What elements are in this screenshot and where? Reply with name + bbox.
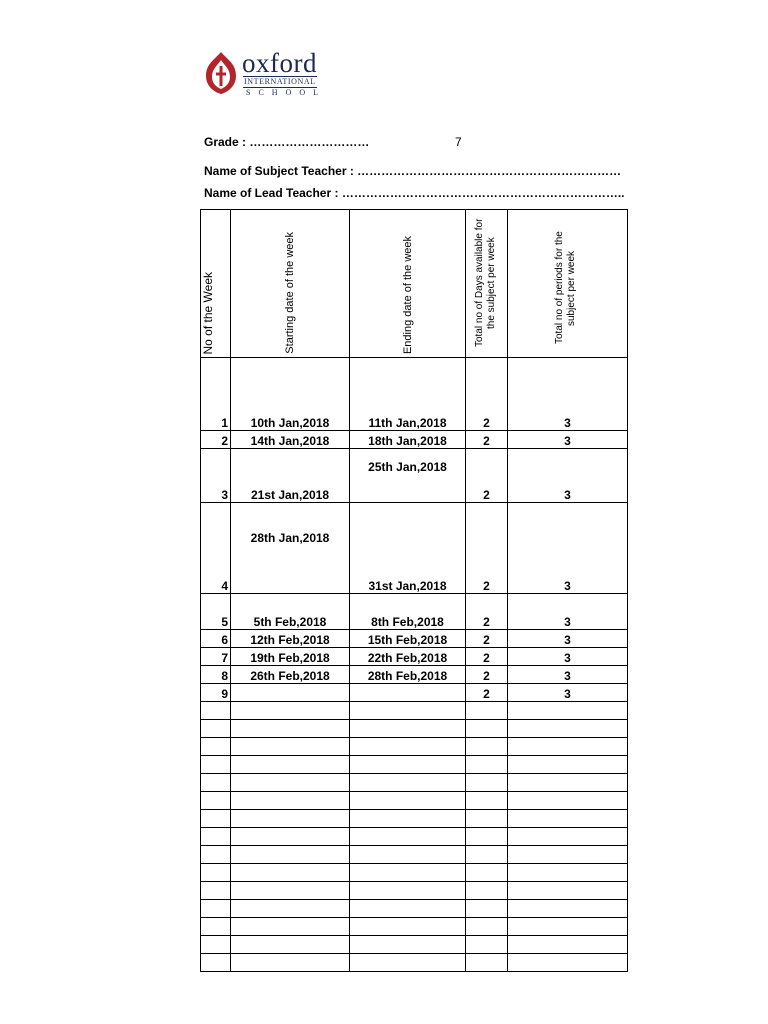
grade-value: 7 bbox=[455, 135, 462, 149]
empty-table-row bbox=[201, 702, 628, 720]
oxford-crest-icon bbox=[204, 50, 238, 96]
header-periods: Total no of periods for the subject per week bbox=[508, 210, 628, 358]
logo-international: INTERNATIONAL bbox=[244, 77, 316, 86]
empty-table-row bbox=[201, 756, 628, 774]
table-row: 1 10th Jan,2018 11th Jan,2018 2 3 bbox=[201, 358, 628, 431]
empty-table-row bbox=[201, 900, 628, 918]
table-row: 6 12th Feb,2018 15th Feb,2018 2 3 bbox=[201, 630, 628, 648]
table-row: 5 5th Feb,2018 8th Feb,2018 2 3 bbox=[201, 594, 628, 630]
empty-table-row bbox=[201, 738, 628, 756]
grade-field: Grade : ………………………… bbox=[204, 135, 370, 149]
week-plan-table bbox=[200, 209, 628, 972]
empty-table-row bbox=[201, 774, 628, 792]
logo-school: SCHOOL bbox=[246, 88, 327, 97]
empty-table-row bbox=[201, 846, 628, 864]
header-days: Total no of Days available for the subject per week bbox=[466, 210, 508, 358]
table-row: 9 2 3 bbox=[201, 684, 628, 702]
logo-wordmark: oxford bbox=[242, 48, 317, 78]
empty-rows bbox=[201, 702, 628, 972]
subject-teacher-field: Name of Subject Teacher : ………………………………………………………… bbox=[204, 164, 622, 178]
table-row: 2 14th Jan,2018 18th Jan,2018 2 3 bbox=[201, 431, 628, 449]
empty-table-row bbox=[201, 936, 628, 954]
table-row: 3 21st Jan,2018 25th Jan,2018 2 3 bbox=[201, 449, 628, 503]
empty-table-row bbox=[201, 882, 628, 900]
lead-teacher-field: Name of Lead Teacher : …………………………………………………………….. bbox=[204, 186, 625, 200]
header-end-date: Ending date of the week bbox=[350, 210, 466, 358]
header-start-date: Starting date of the week bbox=[231, 210, 350, 358]
header-week-no: No of the Week bbox=[201, 210, 231, 358]
table-row: 4 28th Jan,2018 31st Jan,2018 2 3 bbox=[201, 503, 628, 594]
school-logo bbox=[204, 48, 327, 100]
empty-table-row bbox=[201, 918, 628, 936]
table-header-row bbox=[201, 210, 628, 358]
empty-table-row bbox=[201, 828, 628, 846]
table-row: 7 19th Feb,2018 22th Feb,2018 2 3 bbox=[201, 648, 628, 666]
empty-table-row bbox=[201, 792, 628, 810]
empty-table-row bbox=[201, 810, 628, 828]
empty-table-row bbox=[201, 954, 628, 972]
empty-table-row bbox=[201, 720, 628, 738]
table-row: 8 26th Feb,2018 28th Feb,2018 2 3 bbox=[201, 666, 628, 684]
empty-table-row bbox=[201, 864, 628, 882]
